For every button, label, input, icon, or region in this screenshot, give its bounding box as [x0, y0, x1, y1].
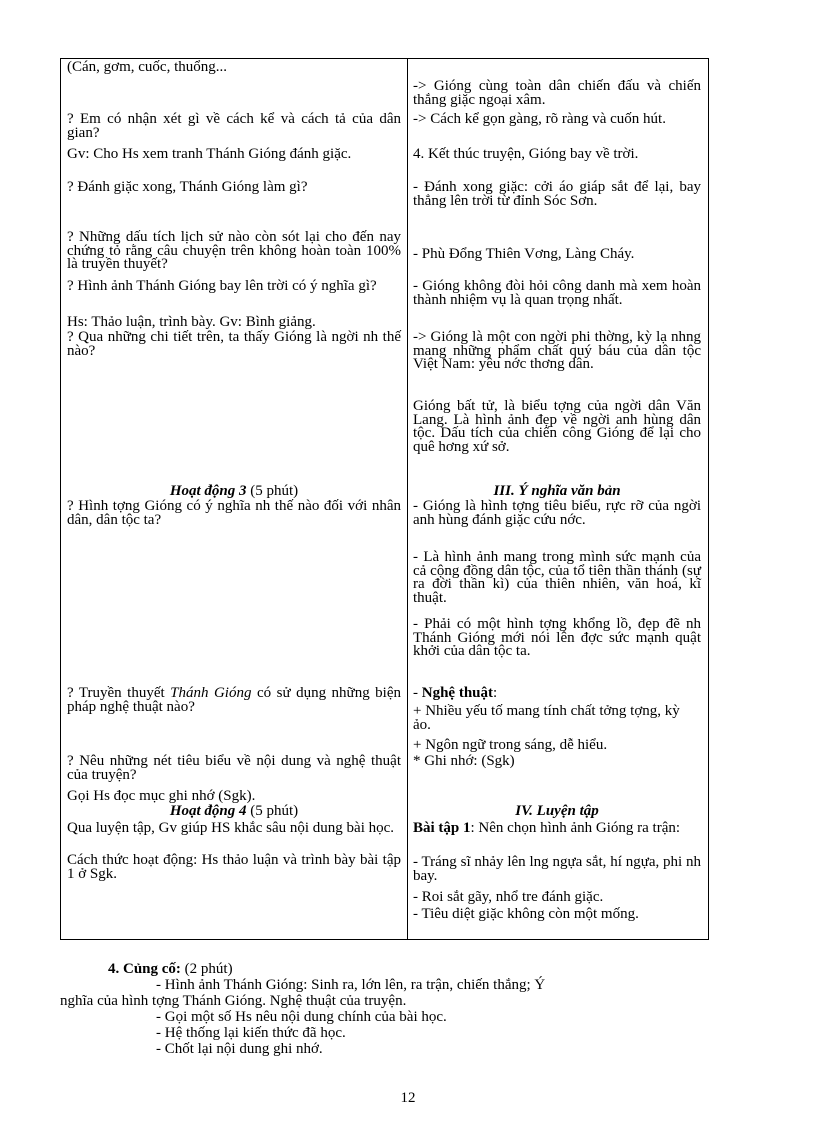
activity-3-heading [67, 485, 401, 499]
summary-line: - Hệ thống lại kiến thức đã học. [156, 1025, 346, 1041]
right-text: - Đánh xong giặc: cởi áo giáp sắt để lại, bay thẳng lên trời từ đỉnh Sóc Sơn. [413, 179, 701, 209]
left-text: Cách thức hoạt động: Hs thảo luận và trình bày bài tập 1 ở Sgk. [67, 852, 401, 882]
right-text: - Roi sắt gãy, nhổ tre đánh giặc. [413, 889, 604, 905]
content-column [408, 59, 708, 939]
right-text: - Tiêu diệt giặc không còn một mống. [413, 906, 639, 922]
right-text: + Nhiều yếu tố mang tính chất tởng tợng, kỳ ảo. [413, 703, 680, 733]
left-text: ? Đánh giặc xong, Thánh Gióng làm gì? [67, 179, 308, 195]
art-heading: - Nghệ thuật: [413, 685, 498, 701]
right-text: - Gióng không đòi hỏi công danh mà xem hoàn thành nhiệm vụ là quan trọng nhất. [413, 278, 701, 308]
left-text: ? Qua những chi tiết trên, ta thấy Gióng là ngời nh thế nào? [67, 329, 401, 359]
right-text: Gióng bất tử, là biểu tợng của ngời dân Văn Lang. Là hình ảnh đẹp về ngời anh hùng dân tộc. Dấu tích của chiến công Gióng để lại cho quê hơng xứ sở. [413, 398, 701, 455]
lesson-table [60, 58, 709, 940]
right-text: - Phải có một hình tợng khổng lồ, đẹp đẽ nh Thánh Gióng mới nói lên đợc sức mạnh quật khởi của dân tộc ta. [413, 616, 701, 660]
exercise-1-label: Bài tập 1 [413, 820, 471, 836]
left-text: ? Những dấu tích lịch sử nào còn sót lại cho đến nay chứng tỏ rằng câu chuyện trên không hoàn toàn 100% là truyền thuyết? [67, 229, 401, 273]
consolidation-time: (2 phút) [180, 961, 233, 977]
art-label: Nghệ thuật [421, 685, 494, 701]
page-number: 12 [400, 1090, 416, 1106]
left-text: ? Truyền thuyết Thánh Gióng có sử dụng những biện pháp nghệ thuật nào? [67, 685, 402, 715]
activity-3-time: (5 phút) [246, 483, 299, 499]
activity-3-title: Hoạt động 3 [169, 483, 247, 499]
left-text: ? Hình ảnh Thánh Gióng bay lên trời có ý nghĩa gì? [67, 278, 377, 294]
left-text: Gv: Cho Hs xem tranh Thánh Gióng đánh giặc. [67, 146, 352, 162]
story-title: Thánh Gióng [170, 685, 252, 701]
activity-4-title: Hoạt động 4 [169, 803, 247, 819]
activity-4-time: (5 phút) [246, 803, 299, 819]
right-text: + Ngôn ngữ trong sáng, dễ hiểu. [413, 737, 608, 753]
consolidation-heading [60, 961, 700, 977]
summary-line: - Chốt lại nội dung ghi nhớ. [156, 1041, 323, 1057]
left-text: Qua luyện tập, Gv giúp HS khắc sâu nội dung bài học. [67, 820, 395, 836]
left-text: Hs: Thảo luận, trình bày. Gv: Bình giảng. [67, 314, 316, 330]
right-text: - Phù Đổng Thiên Vơng, Làng Cháy. [413, 246, 635, 262]
left-text: ? Nêu những nét tiêu biểu về nội dung và nghệ thuật của truyện? [67, 753, 401, 783]
summary-line: - Gọi một số Hs nêu nội dung chính của bài học. [156, 1009, 447, 1025]
summary-line: - Hình ảnh Thánh Gióng: Sinh ra, lớn lên, ra trận, chiến thắng; Ý [156, 977, 546, 993]
summary-line: nghĩa của hình tợng Thánh Gióng. Nghệ thuật của truyện. [60, 993, 407, 1009]
consolidation-section [60, 961, 700, 1057]
teacher-activity-column [61, 59, 408, 939]
exercise-1: Bài tập 1: Nên chọn hình ảnh Gióng ra trận: [413, 820, 681, 836]
left-text: ? Em có nhận xét gì về cách kể và cách tả của dân gian? [67, 111, 401, 141]
activity-4-heading [67, 805, 401, 819]
right-text: 4. Kết thúc truyện, Gióng bay về trời. [413, 146, 639, 162]
left-text: ? Hình tợng Gióng có ý nghĩa nh thế nào đối với nhân dân, dân tộc ta? [67, 498, 401, 528]
left-text: Gọi Hs đọc mục ghi nhớ (Sgk). [67, 788, 256, 804]
right-text: -> Gióng cùng toàn dân chiến đấu và chiến thắng giặc ngoại xâm. [413, 78, 701, 108]
section-4-heading: IV. Luyện tập [515, 803, 599, 819]
section-3-heading: III. Ý nghĩa văn bản [493, 483, 621, 499]
right-text: - Là hình ảnh mang trong mình sức mạnh của cả cộng đồng dân tộc, của tổ tiên thần thánh (sự ra đời thần kì) của thiên nhiên, văn hoá, kĩ thuật. [413, 549, 701, 606]
right-text: -> Gióng là một con ngời phi thờng, kỳ lạ nhng mang những phẩm chất quý báu của dân tộc Việt Nam: yêu nớc thơng dân. [413, 329, 701, 373]
right-text: - Gióng là hình tợng tiêu biểu, rực rỡ của ngời anh hùng đánh giặc cứu nớc. [413, 498, 701, 528]
right-text: -> Cách kể gọn gàng, rõ ràng và cuốn hút. [413, 111, 666, 127]
consolidation-title: 4. Củng cố: [108, 961, 181, 977]
right-text: - Tráng sĩ nhảy lên lng ngựa sắt, hí ngựa, phi nh bay. [413, 854, 701, 884]
left-text: (Cán, gơm, cuốc, thuổng... [67, 59, 227, 75]
right-text: * Ghi nhớ: (Sgk) [413, 753, 515, 769]
